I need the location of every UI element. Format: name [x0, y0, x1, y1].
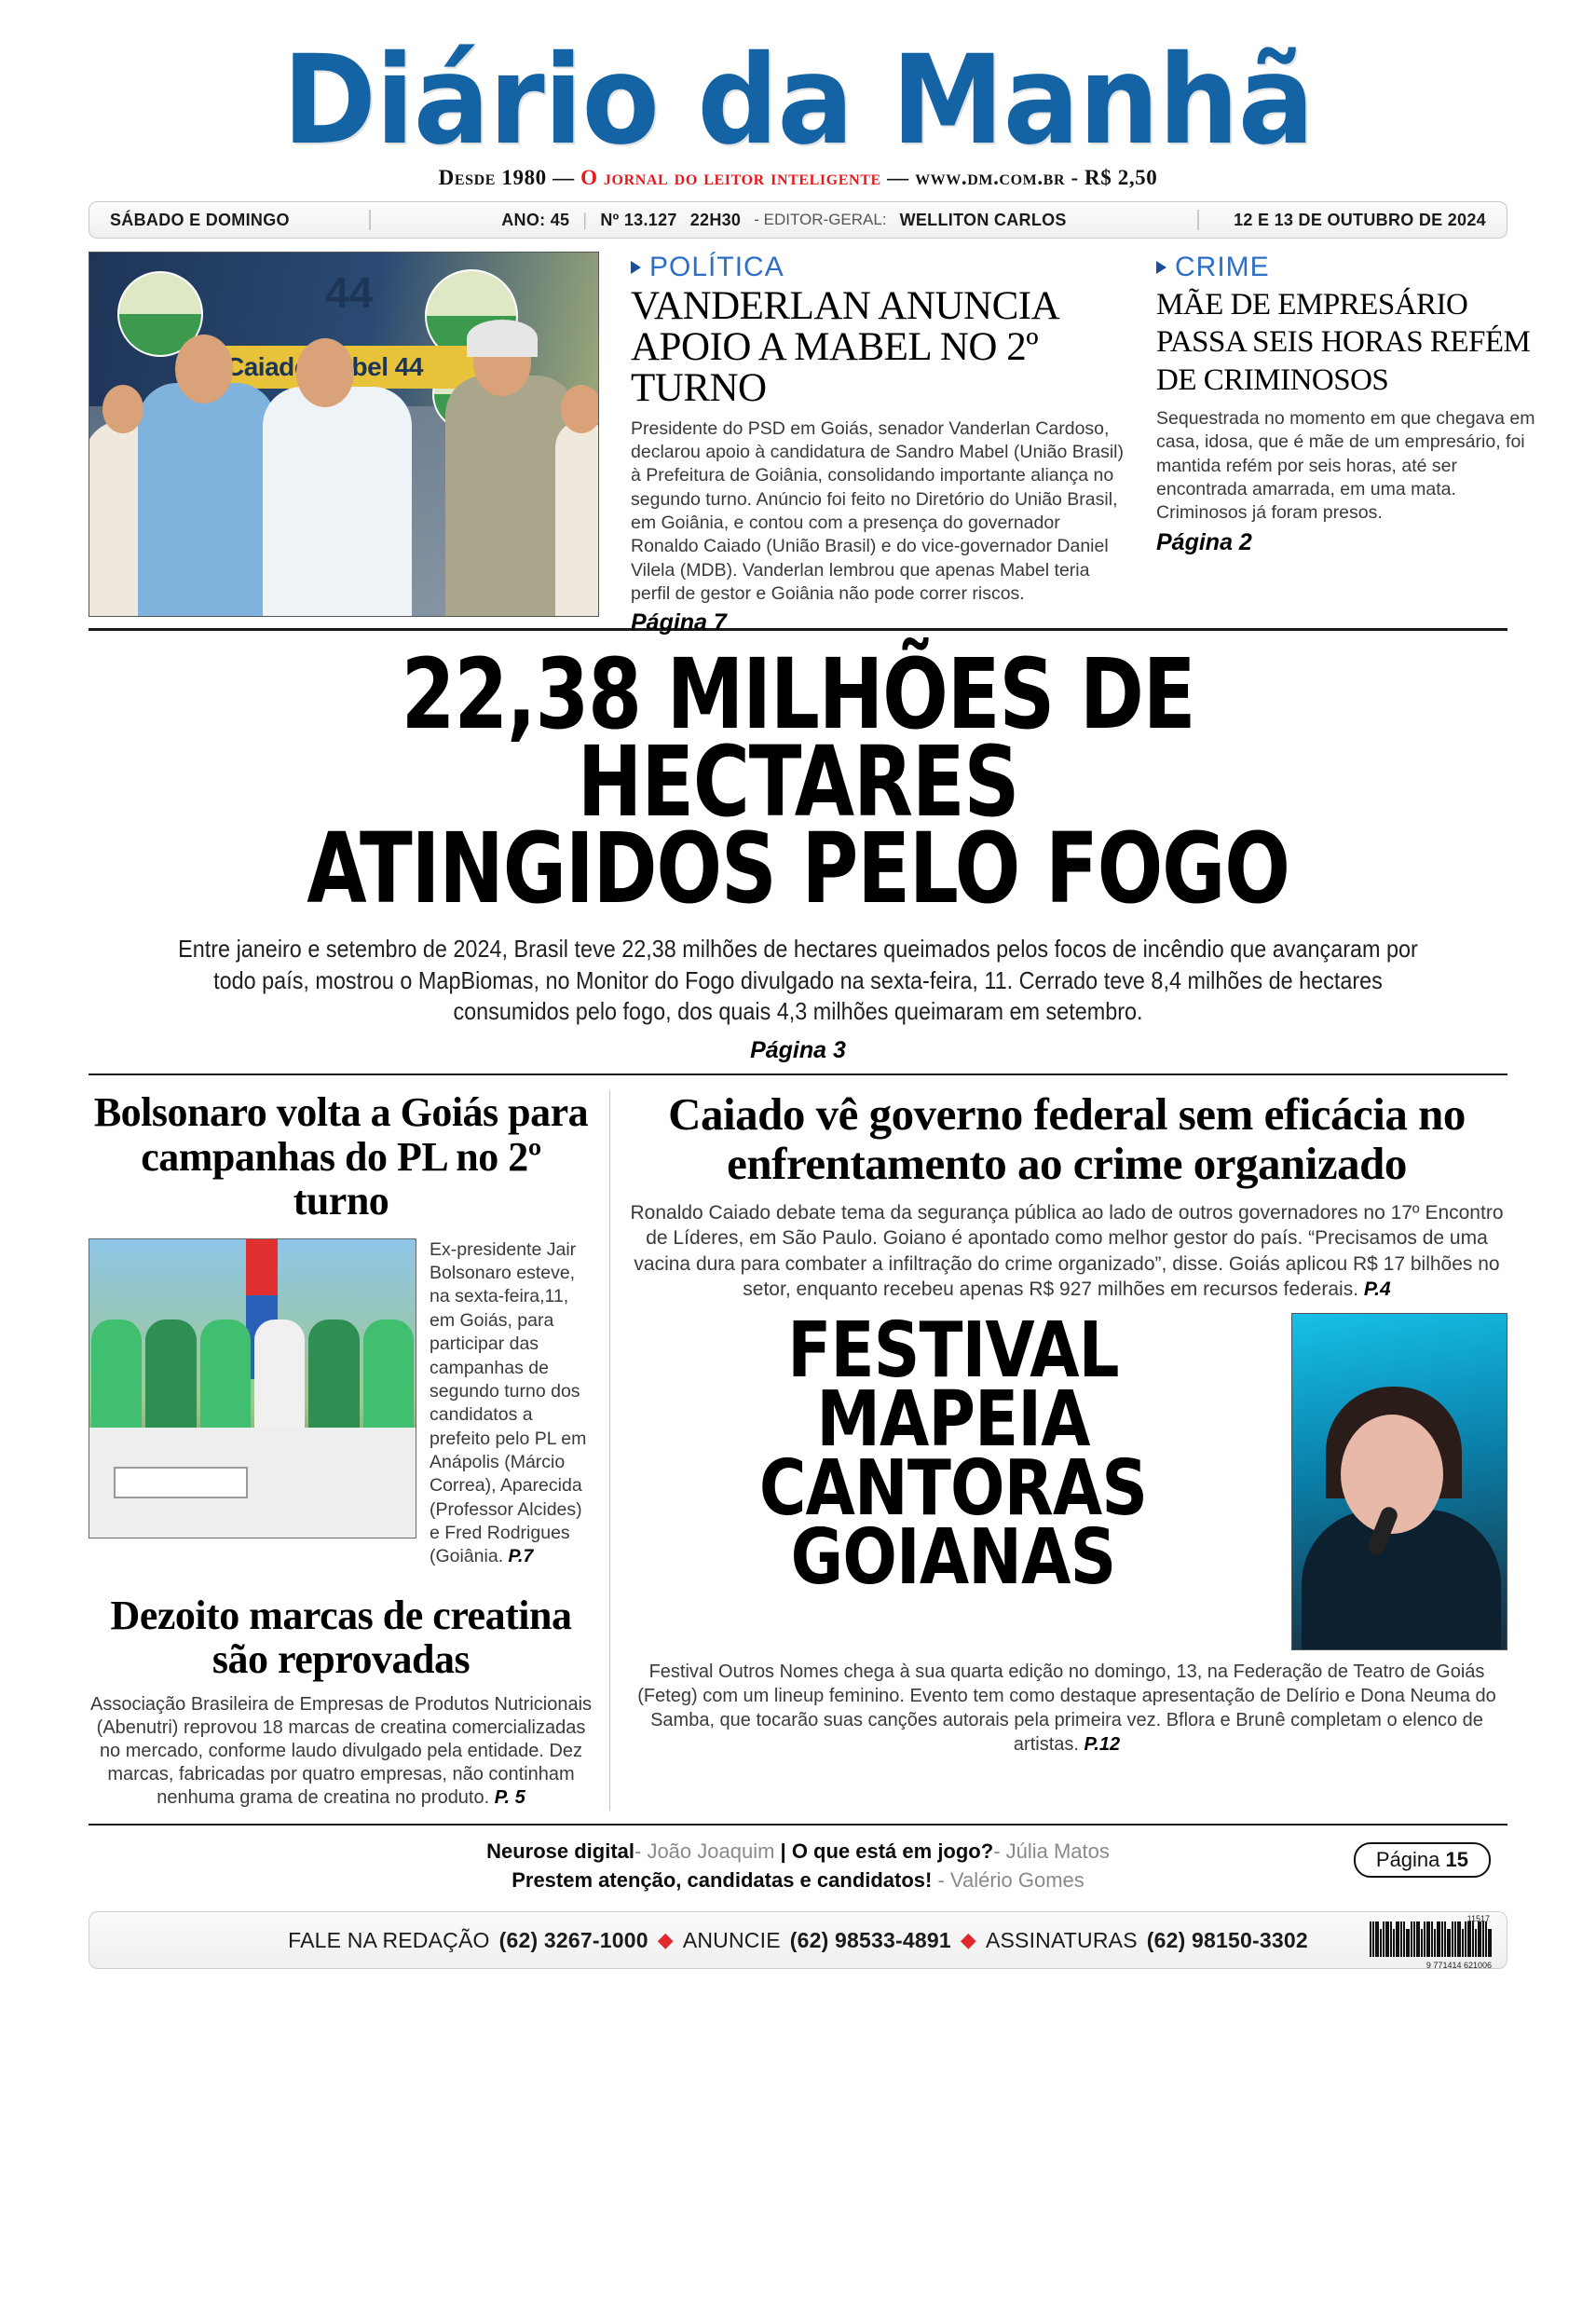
columnist-title-a: Neurose digital [486, 1839, 634, 1863]
photo-person-head [473, 329, 531, 396]
footer-contacts [288, 1928, 1308, 1953]
info-date: 12 E 13 DE OUTUBRO DE 2024 [1234, 210, 1486, 229]
headline-festival [678, 1306, 1228, 1650]
headline-creatina: Dezoito marcas de creatina são reprovadas [110, 1592, 572, 1683]
columnist-author-a: - João Joaquim [634, 1839, 775, 1863]
columnist-author-b: - Júlia Matos [993, 1839, 1110, 1863]
campaign-number: 44 [325, 268, 374, 318]
page-ref-festival[interactable]: P.12 [1084, 1734, 1121, 1756]
page-ref-bolsonaro[interactable]: P.7 [508, 1546, 534, 1567]
headline-politica: VANDERLAN ANUNCIA APOIO A MABEL NO 2º TURNO [631, 284, 1057, 410]
page-label: Página [1375, 1847, 1446, 1871]
body-bolsonaro [430, 1238, 593, 1569]
body-caiado [626, 1200, 1507, 1302]
photo-person-head [102, 385, 143, 433]
redacao-phone[interactable]: (62) 3267-1000 [498, 1927, 648, 1952]
tagline-slogan: O jornal do leitor inteligente [580, 166, 881, 190]
info-center-group [371, 211, 1197, 230]
main-story[interactable] [89, 637, 1507, 1064]
story-festival[interactable] [626, 1306, 1507, 1757]
columnist-line-2[interactable] [89, 1866, 1507, 1894]
kicker-label: POLÍTICA [649, 252, 784, 283]
anuncie-label: ANUNCIE [682, 1927, 781, 1952]
info-time: 22H30 [689, 210, 742, 229]
story-bolsonaro[interactable] [89, 1090, 593, 1568]
bolsonaro-photo [89, 1238, 416, 1538]
top-stories-block [89, 252, 1535, 636]
story-politica[interactable] [631, 252, 1125, 636]
barcode-icon [1370, 1918, 1492, 1957]
redacao-label: FALE NA REDAÇÃO [288, 1927, 490, 1952]
crowd-group [89, 1320, 416, 1441]
columnist-divider: | [774, 1839, 792, 1863]
main-headline [230, 637, 1365, 926]
tagline-suffix: — www.dm.com.br - R$ 2,50 [880, 166, 1158, 190]
body-creatina [89, 1693, 593, 1811]
page-ref-politica[interactable]: Página 7 [631, 609, 727, 636]
festival-photo [1291, 1313, 1507, 1650]
main-headline-line1: 22,38 MILHÕES DE HECTARES [401, 637, 1195, 839]
diamond-icon: ◆ [960, 1928, 976, 1952]
assinaturas-phone[interactable]: (62) 98150-3302 [1146, 1927, 1308, 1952]
festival-line1: FESTIVAL [787, 1306, 1119, 1396]
caption-festival-text: Festival Outros Nomes chega à sua quarta edição no domingo, 13, na Federação de Teatro de Goiás (Feteg) com um lineup feminino. Evento tem como destaque apresentação de Delírio e Dona Neuma do Samba, que tocarão suas canções autorais pela primeira vez. Bflora e Brunê completam o elenco de artistas. [637, 1661, 1496, 1756]
columnist-title-b: O que está em jogo? [791, 1839, 994, 1863]
masthead [89, 0, 1507, 190]
triangle-icon [631, 261, 641, 274]
page-number: 15 [1445, 1847, 1468, 1871]
body-crime: Sequestrada no momento em que chegava em casa, idosa, que é mãe de um empresário, foi mantida refém por seis horas, até ser encontrada amarrada, em uma mata. Criminosos já foram presos. [1156, 407, 1535, 524]
festival-line2: MAPEIA [816, 1375, 1090, 1465]
photo-person-head [175, 335, 233, 403]
left-column [89, 1090, 593, 1810]
crowd-person [91, 1320, 142, 1441]
tagline-prefix: Desde 1980 — [438, 166, 581, 190]
photo-person-head [561, 385, 599, 433]
body-bolsonaro-text: Ex-presidente Jair Bolsonaro esteve, na sexta-feira,11, em Goiás, para participar das campanhas de segundo turno dos candidatos a prefeito pelo PL em Anápolis (Márcio Correa), Aparecida (Professor Alcides) e Fred Rodrigues (Goiânia. [430, 1238, 587, 1567]
page-ref-crime[interactable]: Página 2 [1156, 528, 1252, 555]
main-page-ref[interactable]: Página 3 [750, 1037, 846, 1064]
right-column [626, 1090, 1507, 1810]
info-editor-label: - EDITOR-GERAL: [754, 211, 887, 229]
info-weekday: SÁBADO E DOMINGO [110, 210, 290, 229]
main-headline-line2: ATINGIDOS PELO FOGO [307, 812, 1289, 926]
story-caiado[interactable] [626, 1090, 1507, 1302]
lower-section [89, 1090, 1507, 1810]
anuncie-phone[interactable]: (62) 98533-4891 [789, 1927, 951, 1952]
story-crime[interactable] [1156, 252, 1546, 617]
body-creatina-text: Associação Brasileira de Empresas de Produtos Nutricionais (Abenutri) reprovou 18 marcas de creatina comercializadas no mercado, conforme laudo divulgado pela entidade. Dez marcas, fabricadas por quatro empresas, não continham nenhuma grama de creatina no produto. [89, 1693, 593, 1809]
body-caiado-text: Ronaldo Caiado debate tema da segurança pública ao lado de outros governadores no 17º Encontro de Líderes, em São Paulo. Goiano é apontado como melhor gestor do país. “Precisamos de uma vacina dura para combater a infiltração do crime organizado”, disse. Goiás aplicou R$ 17 bilhões no setor, enquanto recebeu apenas R$ 927 milhões em recursos federais. [630, 1202, 1504, 1300]
politics-photo [89, 252, 599, 617]
headline-bolsonaro: Bolsonaro volta a Goiás para campanhas do PL no 2º turno [93, 1089, 589, 1224]
columnist-author-c: - Valério Gomes [932, 1867, 1084, 1892]
column-divider-3 [609, 1090, 610, 1810]
issue-info-bar [89, 201, 1507, 239]
page-ref-creatina[interactable]: P. 5 [494, 1787, 525, 1809]
page-ref-caiado[interactable]: P.4 [1363, 1278, 1391, 1300]
info-editor-name: WELLITON CARLOS [899, 210, 1067, 229]
festival-line3: CANTORAS [758, 1443, 1148, 1533]
info-issue-number: Nº 13.127 [600, 210, 677, 229]
newspaper-title: Diário da Manhã [282, 29, 1314, 172]
kicker-politica [631, 252, 1125, 283]
photo-person-head [296, 338, 354, 407]
crowd-person [254, 1320, 305, 1441]
crowd-person [308, 1320, 359, 1441]
festival-row [626, 1306, 1507, 1650]
photo-person [555, 420, 599, 616]
barcode-number: 9 771414 621006 [1425, 1961, 1492, 1971]
caption-festival [626, 1660, 1507, 1757]
kicker-crime [1156, 252, 1546, 283]
crowd-person [145, 1320, 196, 1441]
crowd-person [200, 1320, 251, 1441]
kicker-label: CRIME [1175, 252, 1270, 283]
columnist-title-c: Prestem atenção, candidatas e candidatos! [512, 1867, 933, 1892]
main-lead: Entre janeiro e setembro de 2024, Brasil teve 22,38 milhões de hectares queimados pelos focos de incêndio que avançaram por todo país, mostrou o MapBiomas, no Monitor do Fogo divulgado na sexta-feira, 11. Cerrado teve 8,4 milhões de hectares consumidos pelo fogo, dos quais 4,3 milhões queimaram em setembro. [178, 934, 1418, 1026]
festival-line4: GOIANAS [790, 1512, 1116, 1602]
assinaturas-label: ASSINATURAS [985, 1927, 1138, 1952]
columnists-page-badge[interactable] [1354, 1842, 1491, 1878]
triangle-icon [1156, 261, 1166, 274]
horizontal-rule-2 [89, 1073, 1507, 1075]
info-year: ANO: 45 [501, 210, 570, 229]
photo-person [263, 387, 412, 616]
columnist-line-1[interactable] [89, 1837, 1507, 1866]
photo-person [138, 383, 276, 616]
diamond-icon: ◆ [657, 1928, 674, 1952]
barcode-top-number: 11517 [1466, 1914, 1490, 1924]
headline-caiado: Caiado vê governo federal sem eficácia no enfrentamento ao crime organizado [668, 1088, 1466, 1190]
bolsonaro-row [89, 1238, 593, 1569]
headline-crime: MÃE DE EMPRESÁRIO PASSA SEIS HORAS REFÉM DE CRIMINOSOS [1156, 288, 1531, 397]
vehicle [89, 1428, 416, 1538]
columnists-section [89, 1826, 1507, 1902]
story-creatina[interactable] [89, 1593, 593, 1811]
info-pipe: | [582, 210, 588, 229]
crowd-person [363, 1320, 414, 1441]
footer-contact-bar [89, 1911, 1507, 1969]
body-politica: Presidente do PSD em Goiás, senador Vanderlan Cardoso, declarou apoio à candidatura de Sandro Mabel (União Brasil) à Prefeitura de Goiânia, consolidando importante aliança no segundo turno. Anúncio foi feito no Diretório do União Brasil, em Goiânia, e contou com a presença do governador Ronaldo Caiado (União Brasil) e do vice-governador Daniel Vilela (MDB). Vanderlan lembrou que apenas Mabel teria perfil de gestor e Goiânia não pode correr riscos. [631, 417, 1124, 605]
